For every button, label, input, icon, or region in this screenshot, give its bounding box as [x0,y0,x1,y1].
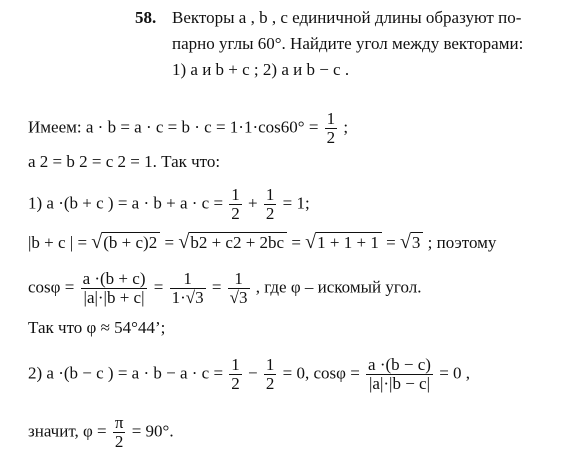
fraction-one-over-root-three: $\frac{1}{√3}$ [229,269,248,307]
solution-line-8: значит, φ = $\frac{\pi}{2}$ = 90°. [28,413,174,451]
fraction-first: $\frac{1}{2}$ [231,355,240,393]
radical-sign-icon: √ [91,231,103,253]
solution-line-1: Имеем: a · b = a · c = b · c = 1·1·cos60° = $\frac{1}{2}$ ; [28,109,349,147]
radical-sign-icon: √ [178,231,190,253]
solution-line-7: 2) a ·(b − c ) = a · b − a · c = $\frac{1}{2}$ − $\frac{1}{2}$ = 0, cosφ = $\frac{a \cdot(b - c)}{|a|\cdot|b - c|}$ = 0 , [28,355,471,393]
problem-line-1: Векторы a , b , c единичной длины образуют по- [172,8,522,27]
solution-line-6: Так что φ ≈ 54°44’; [28,318,166,337]
solution-line-2: a 2 = b 2 = c 2 = 1. Так что: [28,152,221,171]
solution-line-5: cosφ = $\frac{a \cdot(b + c)}{|a|\cdot|b + c|}$ = $\frac{1}{1\cdot√3}$ = $\frac{1}{√3}$ , где φ – искомый угол. [28,269,422,307]
fraction-second: $\frac{1}{2}$ [265,185,275,223]
problem-line-3: 1) a и b + c ; 2) a и b − c . [172,60,350,79]
fraction-pi-over-two: $\frac{\pi}{2}$ [114,413,124,451]
solution-line-3: 1) a ·(b + c ) = a · b + a · c = $\frac{1}{2}$ + $\frac{1}{2}$ = 1; [28,185,310,223]
fraction-one-over-root: $\frac{1}{1\cdot√3}$ [171,269,204,307]
problem-number: 58. [135,8,157,27]
solution-line-4: |b + c | = √(b + c)2 = √b2 + c2 + 2bc = √1 + 1 + 1 = √3 ; поэтому [28,231,497,253]
fraction-first: $\frac{1}{2}$ [231,185,240,223]
fraction-one-half: $\frac{1}{2}$ [326,109,336,147]
problem-line-2: парно углы 60°. Найдите угол между векторами: [172,34,524,53]
radical-sign-icon: √ [305,231,317,253]
fraction-cos-formula: $\frac{a \cdot(b - c)}{|a|\cdot|b - c|}$ [368,355,431,393]
fraction-cos-formula: $\frac{a \cdot(b + c)}{|a|\cdot|b + c|}$ [82,269,146,307]
solution-line-1-text: Имеем: a · b = a · c = b · c = 1·1·cos60° = [28,117,319,137]
radical-sign-icon: √ [399,231,411,253]
fraction-second: $\frac{1}{2}$ [265,355,275,393]
